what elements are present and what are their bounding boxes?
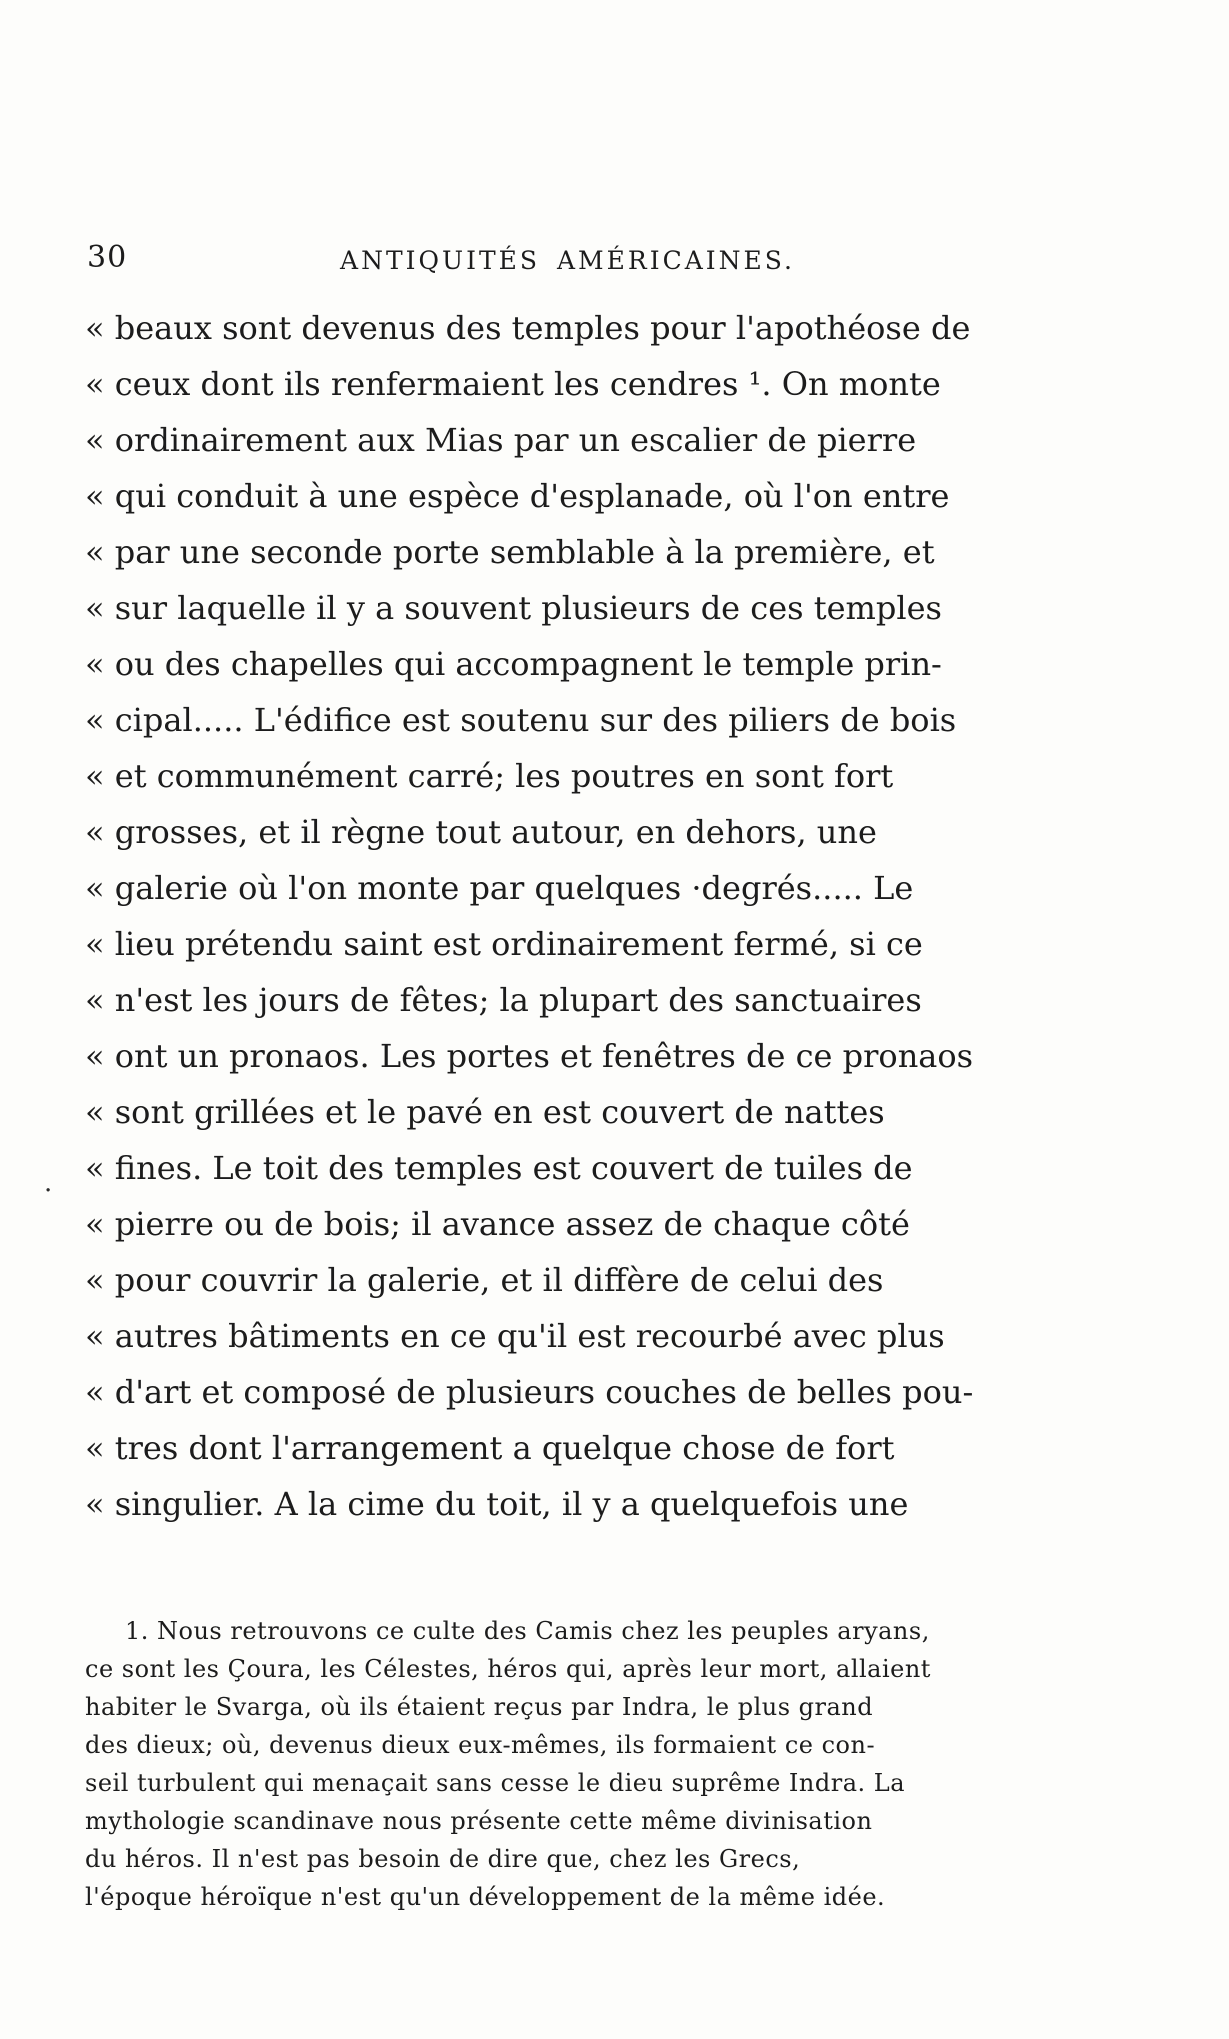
text-line: « sur laquelle il y a souvent plusieurs de ces temples (85, 589, 942, 627)
text-line: « qui conduit à une espèce d'esplanade, où l'on entre (85, 477, 950, 515)
footnote-line: des dieux; où, devenus dieux eux-mêmes, ils formaient ce con- (85, 1731, 876, 1759)
text-line: « lieu prétendu saint est ordinairement fermé, si ce (85, 925, 923, 963)
page-header (85, 240, 1050, 284)
main-text-block (85, 300, 1050, 1532)
footnote-line: 1. Nous retrouvons ce culte des Camis chez les peuples aryans, (125, 1617, 930, 1645)
text-line: « grosses, et il règne tout autour, en dehors, une (85, 813, 877, 851)
text-line: « cipal..... L'édifice est soutenu sur des piliers de bois (85, 701, 957, 739)
text-line: « galerie où l'on monte par quelques ·degrés..... Le (85, 869, 914, 907)
text-line: « pierre ou de bois; il avance assez de chaque côté (85, 1205, 910, 1243)
margin-ink-mark: · (44, 1176, 53, 1206)
page-number: 30 (87, 240, 128, 275)
text-line: « tres dont l'arrangement a quelque chose de fort (85, 1429, 895, 1467)
text-line: « n'est les jours de fêtes; la plupart des sanctuaires (85, 981, 922, 1019)
text-line: « et communément carré; les poutres en sont fort (85, 757, 894, 795)
text-line: « ordinairement aux Mias par un escalier de pierre (85, 421, 917, 459)
footnote-line: du héros. Il n'est pas besoin de dire que, chez les Grecs, (85, 1845, 801, 1873)
text-line: « par une seconde porte semblable à la première, et (85, 533, 935, 571)
footnote-line: l'époque héroïque n'est qu'un développement de la même idée. (85, 1883, 886, 1911)
text-line: « ont un pronaos. Les portes et fenêtres de ce pronaos (85, 1037, 974, 1075)
text-line: « fines. Le toit des temples est couvert de tuiles de (85, 1149, 913, 1187)
text-line: « singulier. A la cime du toit, il y a quelquefois une (85, 1485, 909, 1523)
running-header-title: ANTIQUITÉS AMÉRICAINES. (340, 246, 795, 275)
footnote-line: habiter le Svarga, où ils étaient reçus par Indra, le plus grand (85, 1693, 874, 1721)
text-line: « sont grillées et le pavé en est couvert de nattes (85, 1093, 885, 1131)
text-line: « beaux sont devenus des temples pour l'apothéose de (85, 309, 971, 347)
footnote-line: mythologie scandinave nous présente cette même divinisation (85, 1807, 873, 1835)
text-line: « ceux dont ils renfermaient les cendres ¹. On monte (85, 365, 941, 403)
footnote-block (85, 1612, 1050, 1916)
text-line: « d'art et composé de plusieurs couches de belles pou- (85, 1373, 974, 1411)
text-line: « autres bâtiments en ce qu'il est recourbé avec plus (85, 1317, 945, 1355)
text-line: « pour couvrir la galerie, et il diffère de celui des (85, 1261, 884, 1299)
footnote-line: seil turbulent qui menaçait sans cesse le dieu suprême Indra. La (85, 1769, 906, 1797)
text-line: « ou des chapelles qui accompagnent le temple prin- (85, 645, 942, 683)
footnote-line: ce sont les Çoura, les Célestes, héros qui, après leur mort, allaient (85, 1655, 931, 1683)
